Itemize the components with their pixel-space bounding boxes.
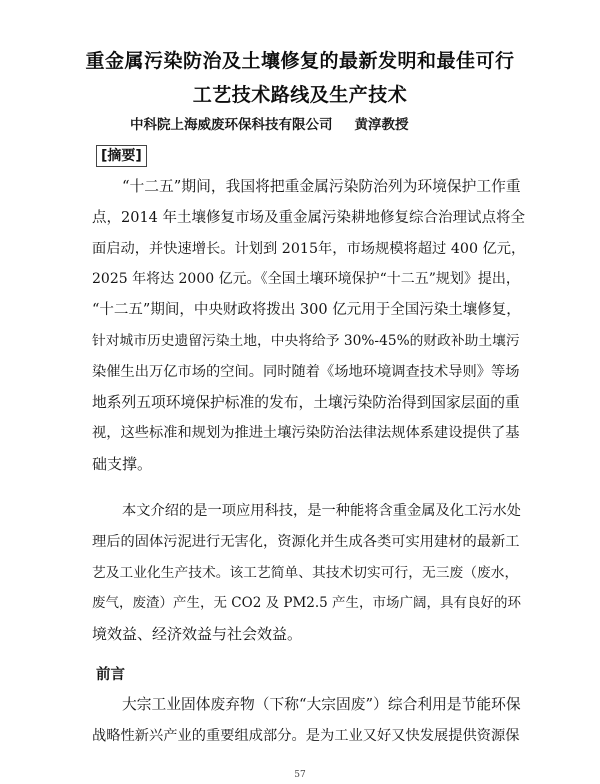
text-line: 理后的固体污泥进行无害化，资源化并生成各类可实用建材的最新工 [92, 533, 520, 550]
abstract-label: [摘要] [96, 145, 147, 167]
text-line: 战略性新兴产业的重要组成部分。是为工业又好又快发展提供资源保 [92, 727, 520, 744]
author-name: 黄淳教授 [354, 117, 409, 133]
text-line: 针对城市历史遗留污染土地，中央将给予 30%-45%的财政补助土壤污 [92, 332, 520, 349]
text-line: 染催生出万亿市场的空间。同时随着《场地环境调查技术导则》等场 [92, 363, 520, 380]
text-line: 点，2014 年土壤修复市场及重金属污染耕地修复综合治理试点将全 [92, 209, 526, 226]
text-line: 艺及工业化生产技术。该工艺简单、其技术切实可行，无三废（废水， [92, 564, 519, 581]
text-line: 础支撑。 [92, 455, 153, 474]
author-line [130, 113, 570, 133]
title-line-1: 重金属污染防治及土壤修复的最新发明和最佳可行 [85, 50, 515, 72]
abstract-paragraph-2 [92, 496, 524, 650]
preface-paragraph [92, 690, 524, 752]
text-line: “十二五”期间，中央财政将拨出 300 亿元用于全国污染土壤修复， [92, 302, 521, 319]
page-number: 57 [294, 770, 306, 780]
text-line: 2025 年将达 2000 亿元。《全国土壤环境保护“十二五”规划》提出， [92, 271, 520, 288]
title-line-2: 工艺技术路线及生产技术 [192, 84, 408, 106]
organization-name: 中科院上海威废环保科技有限公司 [130, 117, 333, 133]
text-line: 面启动，并快速增长。计划到 2015年，市场规模将超过 400 亿元， [92, 240, 526, 257]
text-line: 本文介绍的是一项应用科技，是一种能将含重金属及化工污水处 [122, 503, 522, 519]
text-line: 境效益、经济效益与社会效益。 [92, 625, 303, 644]
text-line: 大宗工业固体废弃物（下称“大宗固废”）综合利用是节能环保 [122, 696, 521, 713]
text-line: 地系列五项环境保护标准的发布，土壤污染防治得到国家层面的重 [92, 393, 520, 411]
text-line: 视，这些标准和规划为推进土壤污染防治法律法规体系建设提供了基 [92, 425, 520, 442]
section-heading-preface: 前言 [96, 667, 125, 683]
text-line: “十二五”期间，我国将把重金属污染防治列为环境保护工作重 [122, 178, 521, 195]
abstract-paragraph-1 [92, 172, 524, 480]
text-line: 废气，废渣）产生，无 CO2 及 PM2.5 产生，市场广阔，具有良好的环 [92, 595, 522, 612]
